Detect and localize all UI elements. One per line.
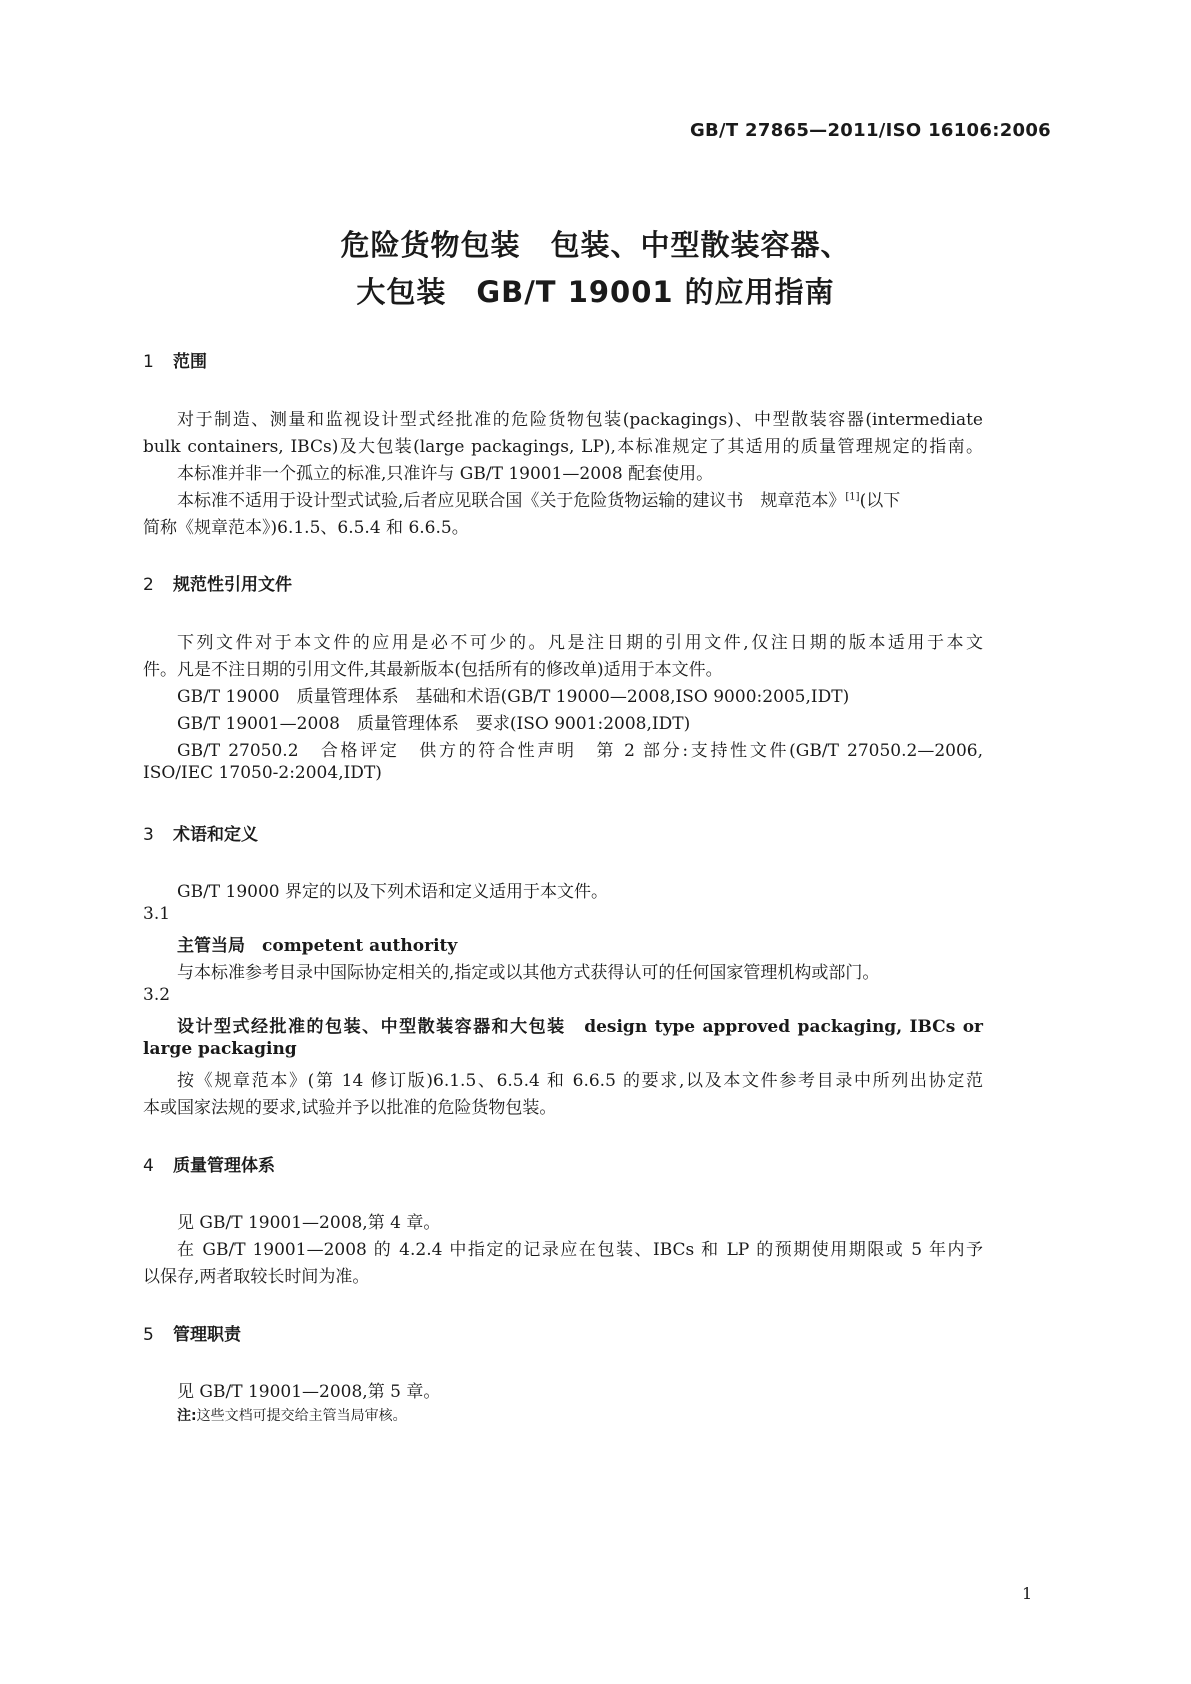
- section-title: 管理职责: [173, 1325, 241, 1345]
- term-definition: 与本标准参考目录中国际协定相关的,指定或以其他方式获得认可的任何国家管理机构或部门。: [177, 963, 880, 983]
- section-5-heading: [143, 1320, 241, 1345]
- title-line-2: 大包装 GB/T 19001 的应用指南: [356, 275, 835, 309]
- note-text: 这些文档可提交给主管当局审核。: [196, 1408, 407, 1424]
- text-run: 本标准不适用于设计型式试验,后者应见联合国《关于危险货物运输的建议书 规章范本》: [177, 491, 846, 511]
- section-4-paragraph-1: 见 GB/T 19001—2008,第 4 章。: [177, 1213, 441, 1233]
- normative-reference-1: GB/T 19000 质量管理体系 基础和术语(GB/T 19000—2008,ISO 9000:2005,IDT): [177, 687, 850, 707]
- section-number: 3: [143, 825, 154, 845]
- section-3-intro: GB/T 19000 界定的以及下列术语和定义适用于本文件。: [177, 882, 609, 902]
- normative-reference-3-line-2: ISO/IEC 17050-2:2004,IDT): [143, 763, 382, 783]
- term-definition-line-2: 本或国家法规的要求,试验并予以批准的危险货物包装。: [143, 1098, 557, 1118]
- note-label: 注:: [177, 1408, 197, 1424]
- page-number: 1: [1022, 1584, 1033, 1603]
- section-number: 4: [143, 1156, 154, 1176]
- section-3-heading: [143, 820, 258, 845]
- standard-code: GB/T 27865—2011/ISO 16106:2006: [689, 120, 1051, 141]
- section-2-heading: [143, 570, 292, 595]
- section-number: 5: [143, 1325, 154, 1345]
- term-number: 3.1: [143, 904, 171, 924]
- term-title: [177, 931, 457, 956]
- section-1-paragraph-3-line-1: [177, 486, 900, 511]
- term-title-english: design type approved packaging, IBCs or: [584, 1017, 984, 1037]
- text-run: (以下: [859, 491, 901, 511]
- section-title: 范围: [173, 352, 207, 372]
- term-title-english: competent authority: [262, 936, 458, 956]
- term-title-english-continued: large packaging: [143, 1039, 297, 1059]
- note: [177, 1405, 407, 1425]
- section-2-paragraph-line-1: 下列文件对于本文件的应用是必不可少的。凡是注日期的引用文件,仅注日期的版本适用于本文: [177, 633, 983, 653]
- section-number: 2: [143, 575, 154, 595]
- term-number: 3.2: [143, 985, 171, 1005]
- term-title-chinese: 主管当局: [177, 936, 245, 956]
- section-number: 1: [143, 352, 154, 372]
- section-title: 质量管理体系: [173, 1156, 275, 1176]
- section-title: 术语和定义: [173, 825, 258, 845]
- section-5-paragraph-1: 见 GB/T 19001—2008,第 5 章。: [177, 1382, 441, 1402]
- reference-mark: [1]: [845, 491, 860, 503]
- title-line-1: 危险货物包装 包装、中型散装容器、: [340, 228, 851, 262]
- section-1-paragraph-1-line-1: 对于制造、测量和监视设计型式经批准的危险货物包装(packagings)、中型散装容器(intermediate: [177, 410, 983, 430]
- term-title: [177, 1012, 983, 1037]
- section-1-paragraph-1-line-2: bulk containers, IBCs)及大包装(large packagings, LP),本标准规定了其适用的质量管理规定的指南。: [143, 437, 983, 457]
- normative-reference-2: GB/T 19001—2008 质量管理体系 要求(ISO 9001:2008,IDT): [177, 714, 691, 734]
- term-title-chinese: 设计型式经批准的包装、中型散装容器和大包装: [177, 1017, 566, 1037]
- section-1-paragraph-2: 本标准并非一个孤立的标准,只准许与 GB/T 19001—2008 配套使用。: [177, 464, 714, 484]
- normative-reference-3-line-1: GB/T 27050.2 合格评定 供方的符合性声明 第 2 部分:支持性文件(GB/T 27050.2—2006,: [177, 741, 983, 761]
- section-2-paragraph-line-2: 件。凡是不注日期的引用文件,其最新版本(包括所有的修改单)适用于本文件。: [143, 660, 723, 680]
- section-4-paragraph-2-line-2: 以保存,两者取较长时间为准。: [143, 1267, 370, 1287]
- section-title: 规范性引用文件: [173, 575, 292, 595]
- section-1-heading: [143, 347, 207, 372]
- section-4-heading: [143, 1151, 275, 1176]
- section-1-paragraph-3-line-2: 简称《规章范本》)6.1.5、6.5.4 和 6.6.5。: [143, 518, 469, 538]
- section-4-paragraph-2-line-1: 在 GB/T 19001—2008 的 4.2.4 中指定的记录应在包装、IBCs 和 LP 的预期使用期限或 5 年内予: [177, 1240, 983, 1260]
- term-definition-line-1: 按《规章范本》(第 14 修订版)6.1.5、6.5.4 和 6.6.5 的要求,以及本文件参考目录中所列出协定范: [177, 1071, 983, 1091]
